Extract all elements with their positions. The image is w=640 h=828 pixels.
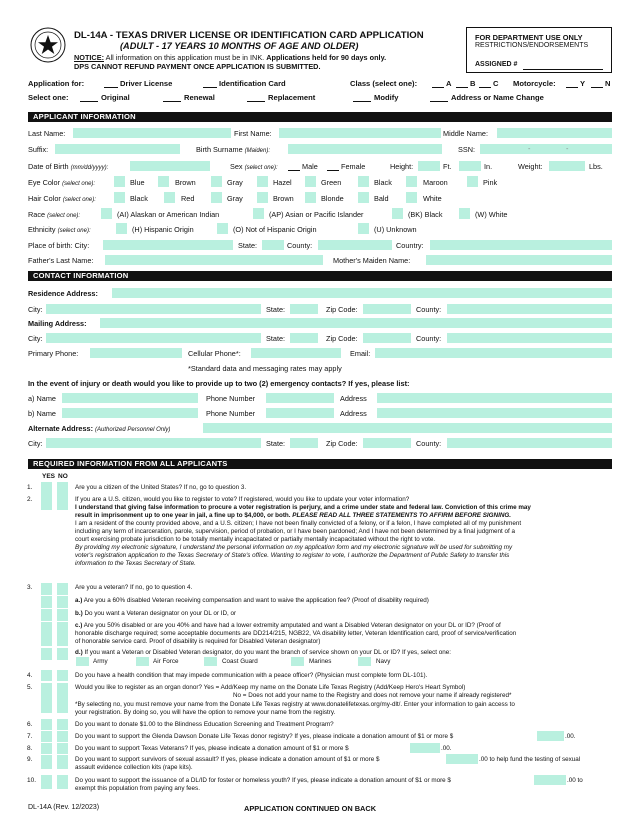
eye-blue-label: Blue (130, 178, 145, 187)
eye-gray-check[interactable] (211, 176, 222, 187)
replacement-check[interactable] (247, 93, 265, 102)
hair-brown-check[interactable] (257, 192, 268, 203)
q6-no-box[interactable] (57, 719, 68, 730)
refund-notice: DPS CANNOT REFUND PAYMENT ONCE APPLICATION IS SUBMITTED. (74, 62, 321, 71)
q2-statement-line1: I am a resident of the county provided above, and a U.S. citizen; I have not been finally convicted of a felony, or if a felon, I have completed all of my punishment (75, 520, 522, 527)
branch-army-label: Army (93, 658, 108, 665)
q8-cents: .00. (441, 745, 452, 752)
hair-white-label: White (423, 194, 442, 203)
hair-black-check[interactable] (114, 192, 125, 203)
ethnicity-select-note: (select one): (57, 228, 91, 234)
q10-text-line2: exempt this population from paying any fees. (75, 785, 200, 792)
q8-yes-box[interactable] (41, 743, 52, 754)
cell-phone-field[interactable] (251, 348, 341, 358)
hair-bald-check[interactable] (358, 192, 369, 203)
alternate-address-label (28, 424, 170, 435)
q5-no-text: No = Does not add your name to the Registry and does not remove your name if already registered* (233, 692, 512, 699)
q2-perjury-line2 (75, 512, 511, 520)
height-label: Height: (390, 162, 414, 171)
class-b-label: B (470, 79, 476, 88)
race-select-note: (select one): (47, 213, 81, 219)
emergency-a-name-field[interactable] (62, 393, 198, 403)
q8-number: 8. (27, 745, 33, 752)
eye-brown-label: Brown (175, 178, 196, 187)
modify-check[interactable] (353, 93, 371, 102)
email-field[interactable] (375, 348, 612, 358)
eth-u-check[interactable] (358, 223, 369, 234)
q3a-no-box[interactable] (57, 596, 68, 608)
ssn-dash-1: - (528, 144, 531, 153)
q9-yes-box[interactable] (41, 755, 52, 769)
yes-column-header: YES (42, 473, 56, 480)
pob-state-label: State: (238, 241, 258, 250)
last-name-label: Last Name: (28, 129, 66, 138)
q7-yes-box[interactable] (41, 731, 52, 742)
mailing-zip-label: Zip Code: (326, 334, 358, 343)
residence-address-field[interactable] (112, 288, 612, 298)
residence-zip-label: Zip Code: (326, 305, 358, 314)
eth-h-check[interactable] (116, 223, 127, 234)
sex-male-label: Male (302, 162, 318, 171)
branch-marines-label: Marines (309, 658, 332, 665)
emergency-a-address-label: Address (340, 394, 367, 403)
birth-surname-label (196, 145, 270, 156)
q3b-text: b.) Do you want a Veteran designator on your DL or ID, or (75, 610, 237, 617)
weight-field[interactable] (549, 161, 585, 171)
q3d-no-box[interactable] (57, 648, 68, 660)
cell-phone-label: Cellular Phone*: (188, 349, 241, 358)
race-label (28, 210, 80, 221)
dept-assigned: ASSIGNED # (475, 61, 518, 68)
q6-number: 6. (27, 721, 33, 728)
q3a-yes-box[interactable] (41, 596, 52, 608)
eye-color-text: Eye Color (28, 178, 61, 187)
q7-no-box[interactable] (57, 731, 68, 742)
dob-text: Date of Birth (28, 162, 69, 171)
eye-black-check[interactable] (358, 176, 369, 187)
q2-signature-line1: By providing my electronic signature, I understand the personal information on my application form and my electronic signature will be used for submitting my (75, 544, 513, 551)
hair-select-note: (select one): (62, 197, 96, 203)
ethnicity-label (28, 225, 91, 236)
race-ap-check[interactable] (253, 208, 264, 219)
alternate-address-field[interactable] (203, 423, 612, 433)
eth-u-label: (U) Unknown (374, 225, 417, 234)
pob-city-label: Place of birth: City: (28, 241, 90, 250)
eth-o-label: (O) Not of Hispanic Origin (233, 225, 317, 234)
q10-text-continued: .00 to (567, 777, 583, 784)
modify-label: Modify (374, 93, 399, 102)
dob-format: (mm/dd/yyyy): (70, 165, 109, 171)
hair-gray-label: Gray (227, 194, 243, 203)
emergency-a-phone-label: Phone Number (206, 394, 256, 403)
mother-maiden-name-field[interactable] (426, 255, 612, 265)
hair-brown-label: Brown (273, 194, 294, 203)
branch-airforce-box[interactable] (136, 657, 149, 666)
last-name-field[interactable] (73, 128, 231, 138)
hair-color-text: Hair Color (28, 194, 61, 203)
q5-yes-box[interactable] (41, 683, 52, 713)
eye-brown-check[interactable] (158, 176, 169, 187)
class-c-label: C (493, 79, 499, 88)
alt-state-field[interactable] (290, 438, 318, 448)
branch-coastguard-label: Coast Guard (222, 658, 258, 665)
eye-color-label (28, 178, 95, 189)
q9-text-line2: assault evidence collection kits (rape kits). (75, 764, 193, 771)
q1-no-box[interactable] (57, 482, 68, 496)
ssn-label: SSN: (458, 145, 476, 154)
form-title: DL-14A - TEXAS DRIVER LICENSE OR IDENTIFICATION CARD APPLICATION (74, 30, 424, 41)
q5-no-box[interactable] (57, 683, 68, 713)
eth-h-label: (H) Hispanic Origin (132, 225, 194, 234)
middle-name-label: Middle Name: (443, 129, 489, 138)
eye-green-label: Green (321, 178, 342, 187)
q8-no-box[interactable] (57, 743, 68, 754)
q2-perjury-line1: I understand that giving false information to procure a voter registration is perjury, and a crime under state and federal law. Conviction of this crime may (75, 504, 531, 511)
sex-female-label: Female (341, 162, 366, 171)
q3c-line2: honorable discharge required; some acceptable documents are DD214/215, NGB22, VA disability letter, Veteran Identification card, proof of service/verification (75, 630, 517, 637)
alt-city-label: City: (28, 439, 43, 448)
address-change-check[interactable] (430, 93, 448, 102)
sex-male-check[interactable] (288, 162, 300, 171)
race-w-label: (W) White (475, 210, 508, 219)
branch-navy-box[interactable] (358, 657, 371, 666)
notice-text: All information on this application must be in INK. (105, 53, 265, 62)
q3d-body: If you want a Veteran or Disabled Veteran designator, do you want the branch of service shown on your DL or ID? If yes, select one: (84, 649, 452, 656)
ssn-field[interactable] (480, 144, 612, 154)
residence-address-label: Residence Address: (28, 289, 98, 298)
branch-navy-label: Navy (376, 658, 391, 665)
father-last-name-field[interactable] (105, 255, 323, 265)
emergency-a-address-field[interactable] (377, 393, 612, 403)
sex-label (230, 162, 278, 173)
notice-line (74, 53, 386, 62)
alternate-address-note: (Authorized Personnel Only) (95, 427, 171, 433)
alt-zip-field[interactable] (363, 438, 411, 448)
eth-o-check[interactable] (217, 223, 228, 234)
q3c-yes-box[interactable] (41, 622, 52, 646)
hair-white-check[interactable] (406, 192, 417, 203)
hair-color-label (28, 194, 96, 205)
emergency-b-phone-label: Phone Number (206, 409, 256, 418)
motorcycle-no-label: N (605, 79, 611, 88)
class-b-check[interactable] (456, 79, 468, 88)
q6-yes-box[interactable] (41, 719, 52, 730)
height-in-label: In. (484, 162, 493, 171)
emergency-contacts-question: In the event of injury or death would you like to provide up to two (2) emergency contacts? If yes, please list: (28, 379, 410, 388)
assigned-line (523, 61, 603, 70)
height-ft-label: Ft. (443, 162, 452, 171)
race-w-check[interactable] (459, 208, 470, 219)
q7-text: Do you want to support the Glenda Dawson Donate Life Texas donor registry? If yes, please indicate a donation amount of $1 or more $ (75, 733, 454, 740)
race-text: Race (28, 210, 46, 219)
q3c-line3: of honorable service card. Proof of disability is required for Disabled Veteran designator) (75, 638, 321, 645)
required-info-bar: REQUIRED INFORMATION FROM ALL APPLICANTS (28, 459, 612, 469)
pob-country-field[interactable] (430, 240, 612, 250)
dept-title: FOR DEPARTMENT USE ONLY (475, 33, 583, 42)
q4-number: 4. (27, 672, 33, 679)
alt-zip-label: Zip Code: (326, 439, 358, 448)
continued-on-back: APPLICATION CONTINUED ON BACK (244, 804, 377, 813)
height-in-field[interactable] (459, 161, 481, 171)
hair-bald-label: Bald (374, 194, 389, 203)
ssn-dash-2: - (566, 144, 569, 153)
residence-state-field[interactable] (290, 304, 318, 314)
class-label: Class (select one): (350, 79, 418, 88)
q2-no-box[interactable] (57, 496, 68, 510)
q2-statement-line2: including any term of incarceration, parole, supervision, period of probation, or I have been pardoned; And I have not been determined by a final judgment of a (75, 528, 516, 535)
ethnicity-text: Ethnicity (28, 225, 56, 234)
eye-hazel-check[interactable] (257, 176, 268, 187)
renewal-label: Renewal (184, 93, 215, 102)
replacement-label: Replacement (268, 93, 316, 102)
motorcycle-yes-check[interactable] (566, 79, 578, 88)
q1-text: Are you a citizen of the United States? If no, go to question 3. (75, 484, 247, 491)
q10-yes-box[interactable] (41, 775, 52, 789)
residence-zip-field[interactable] (363, 304, 411, 314)
q2-text: If you are a U.S. citizen, would you like to register to vote? If registered, would you like to update your voter information? (75, 496, 410, 503)
race-ap-label: (AP) Asian or Pacific Islander (269, 210, 364, 219)
q3b-yes-box[interactable] (41, 609, 52, 621)
driver-license-check[interactable] (104, 79, 118, 88)
q10-amount-field[interactable] (534, 775, 566, 785)
texas-dps-seal (30, 27, 66, 63)
original-label: Original (101, 93, 130, 102)
birth-surname-field[interactable] (288, 144, 442, 154)
address-change-label: Address or Name Change (451, 93, 544, 102)
emergency-a-name-label: a) Name (28, 394, 56, 403)
mailing-address-label: Mailing Address: (28, 319, 87, 328)
eye-blue-check[interactable] (114, 176, 125, 187)
dept-restrictions: RESTRICTIONS/ENDORSEMENTS (475, 42, 589, 49)
middle-name-field[interactable] (497, 128, 612, 138)
q3a-body: Are you a 60% disabled Veteran receiving compensation and want to waive the application fee? (Proof of disability required) (83, 597, 429, 604)
primary-phone-label: Primary Phone: (28, 349, 79, 358)
sex-text: Sex (230, 162, 243, 171)
q3d-text: d.) If you want a Veteran or Disabled Veteran designator, do you want the branch of service shown on your DL or ID? If yes, select one: (75, 649, 452, 656)
primary-phone-field[interactable] (90, 348, 182, 358)
dob-label (28, 162, 108, 173)
eye-select-note: (select one): (62, 181, 96, 187)
application-for-label: Application for: (28, 79, 85, 88)
residence-city-field[interactable] (46, 304, 261, 314)
q9-number: 9. (27, 756, 33, 763)
hair-black-label: Black (130, 194, 148, 203)
race-ai-label: (AI) Alaskan or American Indian (117, 210, 220, 219)
q2-affirm-text: PLEASE READ ALL THREE STATEMENTS TO AFFIRM BEFORE SIGNING. (292, 512, 512, 519)
q3c-body: Are you 50% disabled or are you 40% and have had a lower extremity amputated and want a Disabled Veteran designator on your DL or ID? (Proof of (83, 622, 501, 629)
q10-number: 10. (27, 777, 37, 784)
q8-text: Do you want to support Texas Veterans? If yes, please indicate a donation amount of $1 or more $ (75, 745, 349, 752)
standard-data-note: *Standard data and messaging rates may apply (188, 364, 342, 373)
eye-maroon-check[interactable] (406, 176, 417, 187)
alternate-address-text: Alternate Address: (28, 424, 94, 433)
first-name-field[interactable] (279, 128, 441, 138)
mother-maiden-name-label: Mother's Maiden Name: (333, 256, 411, 265)
weight-lbs-label: Lbs. (589, 162, 603, 171)
notice-label: NOTICE: (74, 53, 104, 62)
q3b-body: Do you want a Veteran designator on your DL or ID, or (84, 610, 237, 617)
sex-female-check[interactable] (327, 162, 339, 171)
class-a-label: A (446, 79, 452, 88)
q10-no-box[interactable] (57, 775, 68, 789)
eye-pink-label: Pink (483, 178, 498, 187)
hair-blonde-check[interactable] (305, 192, 316, 203)
q5-note-line2: your registration. By doing so, you will have the option to remove your name from the registry. (75, 709, 336, 716)
mailing-state-label: State: (266, 334, 286, 343)
q2-number: 2. (27, 496, 33, 503)
residence-city-label: City: (28, 305, 43, 314)
eye-hazel-label: Hazel (273, 178, 292, 187)
q8-amount-field[interactable] (410, 743, 440, 753)
residence-county-label: County: (416, 305, 442, 314)
q5-note-line1: *By selecting no, you must remove your name from the Donate Life Texas registry at www.donatelifetexas.org/my-dlt/. Enter your information to gain access to (75, 701, 515, 708)
mailing-state-field[interactable] (290, 333, 318, 343)
race-bk-label: (BK) Black (408, 210, 443, 219)
weight-label: Weight: (518, 162, 543, 171)
branch-coastguard-box[interactable] (204, 657, 217, 666)
dob-field[interactable] (130, 161, 210, 171)
q3a-text: a.) Are you a 60% disabled Veteran receiving compensation and want to waive the application fee? (Proof of disability required) (75, 597, 429, 604)
alt-county-field[interactable] (447, 438, 612, 448)
birth-surname-text: Birth Surname (196, 145, 243, 154)
q3-yes-box[interactable] (41, 583, 52, 595)
hair-red-label: Red (181, 194, 195, 203)
mailing-county-label: County: (416, 334, 442, 343)
motorcycle-no-check[interactable] (591, 79, 603, 88)
id-card-label: Identification Card (219, 79, 286, 88)
suffix-label: Suffix: (28, 145, 49, 154)
q10-text: Do you want to support the issuance of a DL/ID for foster or homeless youth? If yes, please indicate a donation amount of $1 or more $ (75, 777, 451, 784)
first-name-label: First Name: (234, 129, 272, 138)
q4-yes-box[interactable] (41, 670, 52, 681)
eye-maroon-label: Maroon (423, 178, 448, 187)
email-label: Email: (350, 349, 371, 358)
q2-statement-line3: court exercising probate jurisdiction to be totally mentally incapacitated or partially mentally incapacitated without the right to vote. (75, 536, 436, 543)
mailing-city-field[interactable] (46, 333, 261, 343)
q2-yes-box[interactable] (41, 496, 52, 510)
mailing-address-field[interactable] (100, 318, 612, 328)
q1-yes-box[interactable] (41, 482, 52, 496)
father-last-name-label: Father's Last Name: (28, 256, 94, 265)
emergency-b-name-label: b) Name (28, 409, 56, 418)
hair-blonde-label: Blonde (321, 194, 344, 203)
form-subtitle: (ADULT - 17 YEARS 10 MONTHS OF AGE AND OLDER) (120, 41, 359, 51)
q9-text-continued: .00 to help fund the testing of sexual (479, 756, 581, 763)
height-ft-field[interactable] (418, 161, 440, 171)
hair-gray-check[interactable] (211, 192, 222, 203)
driver-license-label: Driver License (120, 79, 173, 88)
q3c-no-box[interactable] (57, 622, 68, 646)
eye-black-label: Black (374, 178, 392, 187)
eye-gray-label: Gray (227, 178, 243, 187)
notice-bold: Applications held for 90 days only. (266, 53, 387, 62)
mailing-county-field[interactable] (447, 333, 612, 343)
race-ai-check[interactable] (101, 208, 112, 219)
no-column-header: NO (58, 473, 68, 480)
pob-city-field[interactable] (103, 240, 233, 250)
emergency-a-phone-field[interactable] (266, 393, 334, 403)
contact-info-bar: CONTACT INFORMATION (28, 271, 612, 281)
id-card-check[interactable] (203, 79, 217, 88)
q2-perjury-text: result in imprisonment up to one year in jail, a fine up to $4,000, or both. (75, 512, 291, 519)
q2-signature-line3: information to the Texas Secretary of State. (75, 560, 196, 567)
branch-marines-box[interactable] (291, 657, 304, 666)
suffix-field[interactable] (55, 144, 180, 154)
sex-select-note: (select one): (244, 165, 278, 171)
pob-country-label: Country: (396, 241, 424, 250)
applicant-info-bar: APPLICANT INFORMATION (28, 112, 612, 122)
pob-county-field[interactable] (318, 240, 392, 250)
mailing-zip-field[interactable] (363, 333, 411, 343)
motorcycle-yes-label: Y (580, 79, 586, 88)
class-c-check[interactable] (479, 79, 491, 88)
q4-text: Do you have a health condition that may impede communication with a peace officer? (Physician must complete form DL-101). (75, 672, 428, 679)
emergency-b-name-field[interactable] (62, 408, 198, 418)
alt-city-field[interactable] (46, 438, 261, 448)
race-bk-check[interactable] (392, 208, 403, 219)
q1-number: 1. (27, 484, 33, 491)
pob-state-field[interactable] (262, 240, 284, 250)
q5-number: 5. (27, 684, 33, 691)
eye-pink-check[interactable] (467, 176, 478, 187)
q2-signature-line2: voter's registration application to the Texas Secretary of State's office. Wanting to register to vote, I authorize the Department of Public Safety to transfer this (75, 552, 510, 559)
q3-number: 3. (27, 584, 33, 591)
q9-amount-field[interactable] (446, 754, 478, 764)
pob-county-label: County: (287, 241, 313, 250)
eye-green-check[interactable] (305, 176, 316, 187)
original-check[interactable] (80, 93, 98, 102)
q6-text: Do you want to donate $1.00 to the Blindness Education Screening and Treatment Program? (75, 721, 334, 728)
alt-state-label: State: (266, 439, 286, 448)
q3-text: Are you a veteran? If no, go to question 4. (75, 584, 193, 591)
mailing-city-label: City: (28, 334, 43, 343)
q5-text: Would you like to register as an organ donor? Yes = Add/Keep my name on the Donate Life Texas Registry (Add/Keep Hero's Heart Symbol) (75, 684, 466, 691)
class-a-check[interactable] (432, 79, 444, 88)
department-use-box (466, 27, 612, 73)
emergency-b-address-field[interactable] (377, 408, 612, 418)
hair-red-check[interactable] (164, 192, 175, 203)
q4-no-box[interactable] (57, 670, 68, 681)
motorcycle-label: Motorcycle: (513, 79, 556, 88)
branch-airforce-label: Air Force (153, 658, 179, 665)
renewal-check[interactable] (163, 93, 181, 102)
maiden-text: (Maiden): (244, 148, 271, 154)
q3-no-box[interactable] (57, 583, 68, 595)
q7-cents: .00. (565, 733, 576, 740)
q7-amount-field[interactable] (537, 731, 564, 741)
select-one-label: Select one: (28, 93, 69, 102)
q3b-no-box[interactable] (57, 609, 68, 621)
branch-army-box[interactable] (76, 657, 89, 666)
q9-text: Do you want to support survivors of sexual assault? If yes, please indicate a donation amount of $1 or more $ (75, 756, 380, 763)
q3c-line1: c.) Are you 50% disabled or are you 40% and have had a lower extremity amputated and want a Disabled Veteran designator on your DL or ID? (Proof of (75, 622, 501, 629)
emergency-b-address-label: Address (340, 409, 367, 418)
emergency-b-phone-field[interactable] (266, 408, 334, 418)
q7-number: 7. (27, 733, 33, 740)
form-revision: DL-14A (Rev. 12/2023) (28, 804, 100, 811)
residence-county-field[interactable] (447, 304, 612, 314)
q3d-yes-box[interactable] (41, 648, 52, 660)
residence-state-label: State: (266, 305, 286, 314)
q9-no-box[interactable] (57, 755, 68, 769)
alt-county-label: County: (416, 439, 442, 448)
